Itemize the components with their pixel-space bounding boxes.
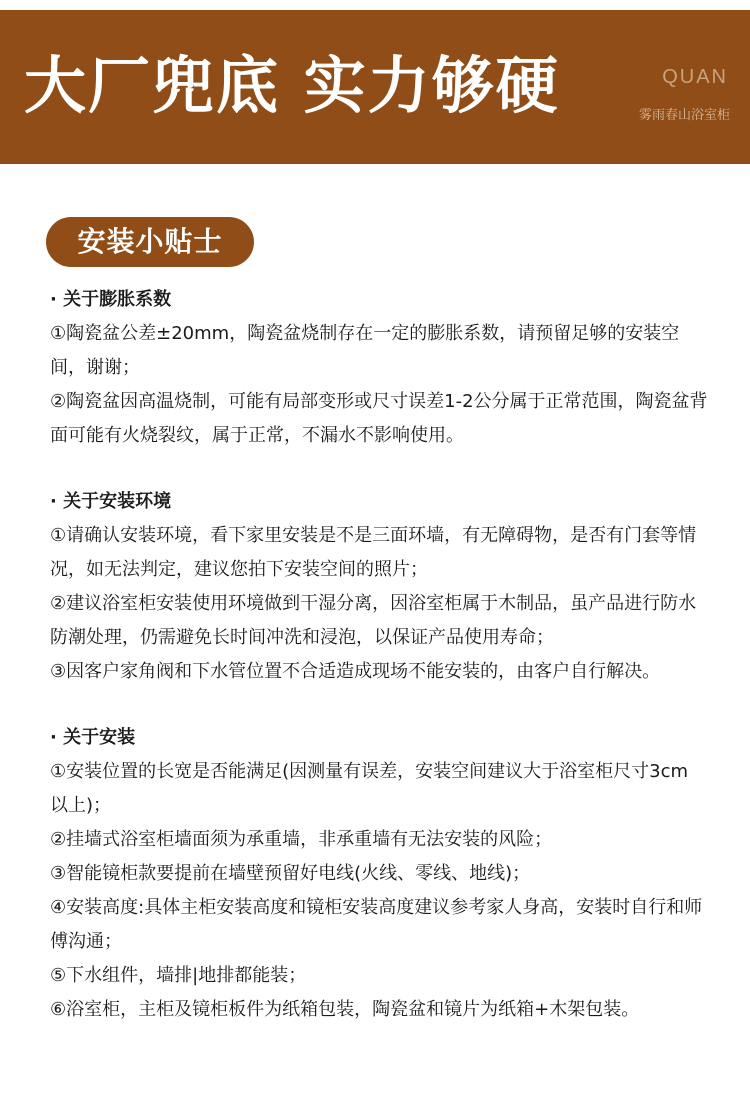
section-heading: · 关于安装环境 [50,491,172,512]
brand-name: 雾雨春山浴室柜 [638,108,730,123]
tip-item: ①安装位置的长宽是否能满足(因测量有误差，安装空间建议大于浴室柜尺寸3cm 以上)； [50,761,689,816]
tip-item: ⑤下水组件，墙排|地排都能装； [50,965,307,986]
section-installation [50,721,710,1027]
section-expansion [50,283,710,453]
tip-item: ②陶瓷盆因高温烧制，可能有局部变形或尺寸误差1-2公分属于正常范围，陶瓷盆背面可能有火烧裂纹，属于正常，不漏水不影响使用。 [50,391,708,446]
tip-item: ①陶瓷盆公差±20mm，陶瓷盆烧制存在一定的膨胀系数，请预留足够的安装空间，谢谢； [50,323,680,378]
section-heading: · 关于膨胀系数 [50,289,172,310]
tip-item: ①请确认安装环境，看下家里安装是不是三面环墙，有无障碍物，是否有门套等情况，如无法判定，建议您拍下安装空间的照片； [50,525,697,580]
tips-content [50,283,710,1059]
tip-item: ③智能镜柜款要提前在墙壁预留好电线(火线、零线、地线)； [50,863,531,884]
section-environment [50,485,710,689]
tip-item: ④安装高度:具体主柜安装高度和镜柜安装高度建议参考家人身高，安装时自行和师傅沟通； [50,897,703,952]
tip-item: ③因客户家角阀和下水管位置不合适造成现场不能安装的，由客户自行解决。 [50,661,661,682]
section-heading: · 关于安装 [50,727,136,748]
installation-tips-badge: 安装小贴士 [46,217,254,267]
header-banner [0,10,750,164]
brand-logo-text: QUAN [662,66,728,88]
banner-title: 大厂兜底 实力够硬 [24,49,560,122]
tip-item: ②挂墙式浴室柜墙面须为承重墙，非承重墙有无法安装的风险； [50,829,553,850]
tip-item: ⑥浴室柜，主柜及镜柜板件为纸箱包装，陶瓷盆和镜片为纸箱+木架包装。 [50,999,640,1020]
tip-item: ②建议浴室柜安装使用环境做到干湿分离，因浴室柜属于木制品，虽产品进行防水防潮处理，仍需避免长时间冲洗和浸泡，以保证产品使用寿命； [50,593,697,648]
